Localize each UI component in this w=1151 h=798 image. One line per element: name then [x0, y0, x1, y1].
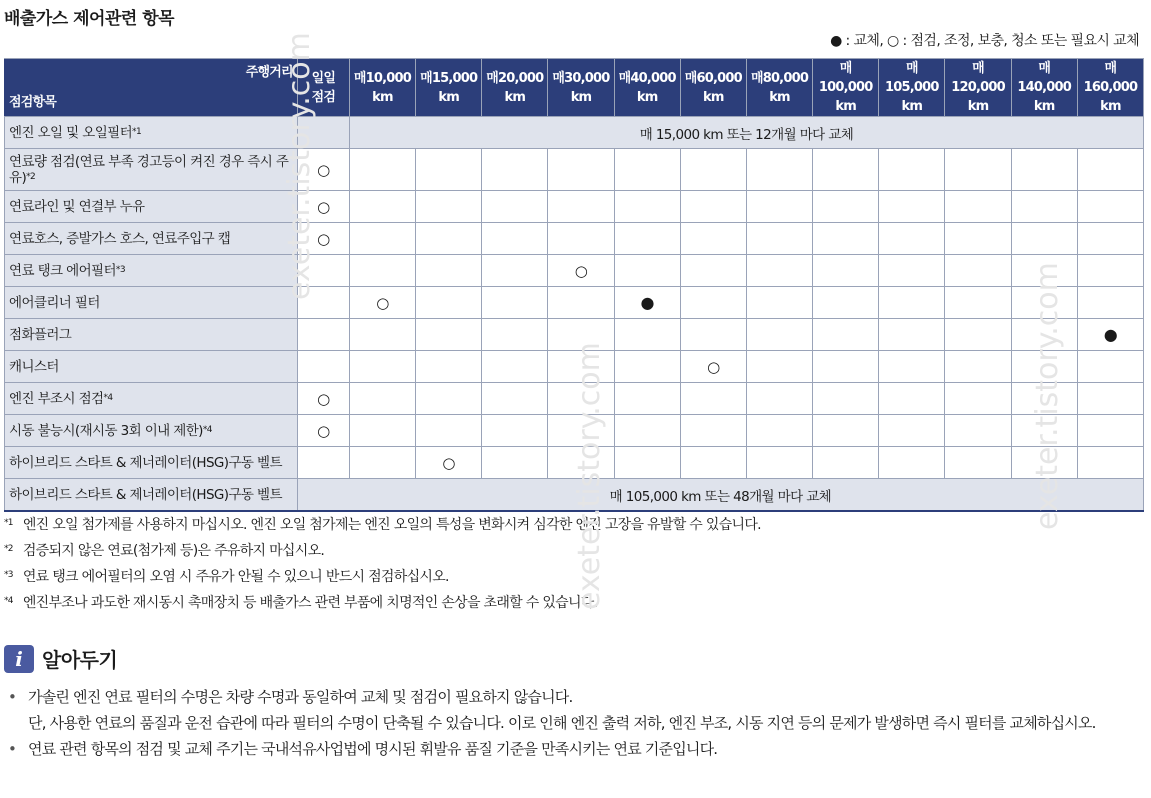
item-name: 하이브리드 스타트 & 제너레이터(HSG)구동 벨트	[5, 479, 298, 512]
interval-cell	[945, 383, 1011, 415]
info-icon: i	[4, 645, 34, 673]
item-name: 연료 탱크 에어필터$^{*3}$	[5, 255, 298, 287]
interval-cell	[416, 223, 482, 255]
item-name: 캐니스터	[5, 351, 298, 383]
interval-cell	[680, 255, 746, 287]
interval-cell	[813, 319, 879, 351]
interval-cell	[482, 447, 548, 479]
interval-cell	[349, 319, 415, 351]
interval-cell: ○	[416, 447, 482, 479]
footnote: $^{*1}$ 엔진 오일 첨가제를 사용하지 마십시오. 엔진 오일 첨가제는 엔진 오일의 특성을 변화시켜 심각한 엔진 고장을 유발할 수 있습니다.	[4, 517, 761, 533]
interval-cell: ○	[680, 351, 746, 383]
interval-cell	[945, 351, 1011, 383]
interval-cell	[416, 287, 482, 319]
interval-cell	[1077, 223, 1143, 255]
interval-cell	[746, 149, 812, 191]
header-interval: 매140,000 km	[1011, 59, 1077, 117]
interval-cell	[1011, 319, 1077, 351]
page-title: 배출가스 제어관련 항목	[4, 9, 175, 29]
table-row	[5, 351, 1144, 383]
header-corner	[5, 59, 298, 117]
interval-cell	[482, 149, 548, 191]
interval-cell	[349, 383, 415, 415]
interval-cell	[482, 287, 548, 319]
interval-cell	[879, 447, 945, 479]
interval-cell	[746, 319, 812, 351]
interval-cell	[680, 149, 746, 191]
interval-cell	[945, 319, 1011, 351]
header-interval: 매80,000 km	[746, 59, 812, 117]
interval-cell	[813, 415, 879, 447]
interval-cell	[746, 223, 812, 255]
interval-cell	[482, 255, 548, 287]
info-title: 알아두기	[42, 648, 118, 672]
interval-cell	[614, 191, 680, 223]
interval-cell	[614, 223, 680, 255]
interval-cell	[349, 415, 415, 447]
interval-cell	[349, 447, 415, 479]
header-interval: 매60,000 km	[680, 59, 746, 117]
item-name: 엔진 오일 및 오일필터$^{*1}$	[5, 117, 298, 149]
daily-cell	[297, 319, 349, 351]
interval-cell	[1077, 351, 1143, 383]
interval-cell	[349, 149, 415, 191]
interval-cell	[548, 149, 614, 191]
header-interval: 매100,000 km	[813, 59, 879, 117]
interval-cell	[1077, 149, 1143, 191]
interval-cell	[813, 383, 879, 415]
info-bullet: • 연료 관련 항목의 점검 및 교체 주기는 국내석유사업법에 명시된 휘발유 품질 기준을 만족시키는 연료 기준입니다.	[4, 736, 1144, 762]
interval-cell	[416, 149, 482, 191]
interval-cell	[548, 447, 614, 479]
daily-cell	[297, 287, 349, 319]
table-row	[5, 415, 1144, 447]
interval-cell	[1011, 415, 1077, 447]
interval-cell	[680, 223, 746, 255]
interval-cell	[746, 351, 812, 383]
interval-cell	[1077, 255, 1143, 287]
interval-cell: ●	[614, 287, 680, 319]
info-bullet-continuation: 단, 사용한 연료의 품질과 운전 습관에 따라 필터의 수명이 단축될 수 있습니다. 이로 인해 엔진 출력 저하, 엔진 부조, 시동 지연 등의 문제가 발생하면 즉시 필터를 교체하십시오.	[28, 714, 1096, 732]
interval-cell	[813, 351, 879, 383]
interval-cell	[746, 255, 812, 287]
watermark: exeter.tistory.com	[572, 342, 607, 610]
item-name: 점화플러그	[5, 319, 298, 351]
daily-cell: ○	[297, 149, 349, 191]
interval-cell	[1011, 287, 1077, 319]
header-mileage-label: 주행거리	[245, 65, 293, 80]
interval-cell	[879, 383, 945, 415]
interval-cell	[1011, 383, 1077, 415]
daily-cell: ○	[297, 415, 349, 447]
interval-cell	[746, 447, 812, 479]
interval-cell	[1011, 351, 1077, 383]
interval-cell	[548, 191, 614, 223]
interval-cell	[416, 351, 482, 383]
interval-cell	[482, 191, 548, 223]
footnote: $^{*4}$ 엔진부조나 과도한 재시동시 촉매장치 등 배출가스 관련 부품에 치명적인 손상을 초래할 수 있습니다.	[4, 595, 598, 611]
interval-cell	[548, 351, 614, 383]
interval-cell: ○	[548, 255, 614, 287]
interval-cell	[482, 319, 548, 351]
table-row	[5, 223, 1144, 255]
interval-cell	[680, 191, 746, 223]
interval-cell	[482, 415, 548, 447]
interval-cell	[945, 415, 1011, 447]
header-interval: 매105,000 km	[879, 59, 945, 117]
daily-cell	[297, 351, 349, 383]
interval-cell	[614, 351, 680, 383]
table-row	[5, 383, 1144, 415]
interval-cell	[813, 255, 879, 287]
interval-cell	[1011, 447, 1077, 479]
interval-cell	[680, 287, 746, 319]
info-bullet: • 가솔린 엔진 연료 필터의 수명은 차량 수명과 동일하여 교체 및 점검이 필요하지 않습니다.	[4, 684, 1144, 710]
interval-cell	[416, 415, 482, 447]
interval-cell	[746, 191, 812, 223]
header-interval: 매120,000 km	[945, 59, 1011, 117]
interval-cell	[482, 223, 548, 255]
interval-cell	[482, 351, 548, 383]
item-name: 엔진 부조시 점검$^{*4}$	[5, 383, 298, 415]
interval-cell	[879, 223, 945, 255]
interval-cell	[482, 383, 548, 415]
interval-cell	[945, 447, 1011, 479]
table-row	[5, 447, 1144, 479]
daily-cell: ○	[297, 191, 349, 223]
interval-cell	[746, 383, 812, 415]
daily-cell	[297, 255, 349, 287]
interval-cell	[1011, 255, 1077, 287]
interval-cell	[349, 191, 415, 223]
interval-cell	[680, 319, 746, 351]
table-row	[5, 479, 1144, 512]
header-daily-check: 일일 점검	[297, 59, 349, 117]
table-row	[5, 287, 1144, 319]
interval-cell	[1077, 415, 1143, 447]
daily-cell: ○	[297, 383, 349, 415]
interval-cell	[614, 149, 680, 191]
interval-cell	[746, 415, 812, 447]
header-interval: 매160,000 km	[1077, 59, 1143, 117]
header-row	[5, 59, 1144, 117]
info-header	[4, 644, 117, 673]
footnotes	[4, 512, 761, 616]
interval-cell	[879, 351, 945, 383]
item-name: 연료량 점검(연료 부족 경고등이 켜진 경우 즉시 주유)$^{*2}$	[5, 149, 298, 191]
interval-cell	[614, 383, 680, 415]
interval-cell	[349, 223, 415, 255]
interval-cell	[548, 223, 614, 255]
interval-cell	[680, 447, 746, 479]
interval-cell	[813, 287, 879, 319]
interval-cell	[614, 415, 680, 447]
legend: ● : 교체, ○ : 점검, 조정, 보충, 청소 또는 필요시 교체	[830, 33, 1139, 49]
interval-cell	[614, 255, 680, 287]
interval-cell	[879, 191, 945, 223]
table-row	[5, 319, 1144, 351]
interval-cell	[1077, 191, 1143, 223]
interval-cell	[879, 415, 945, 447]
header-item-label: 점검항목	[9, 95, 57, 110]
interval-cell	[548, 319, 614, 351]
interval-cell	[879, 319, 945, 351]
item-name: 연료호스, 증발가스 호스, 연료주입구 캡	[5, 223, 298, 255]
footnote: $^{*3}$ 연료 탱크 에어필터의 오염 시 주유가 안될 수 있으니 반드시 점검하십시오.	[4, 569, 449, 585]
header-interval: 매20,000 km	[482, 59, 548, 117]
header-interval: 매40,000 km	[614, 59, 680, 117]
interval-cell	[416, 191, 482, 223]
interval-note: 매 15,000 km 또는 12개월 마다 교체	[349, 117, 1143, 149]
interval-cell	[1011, 223, 1077, 255]
interval-cell	[879, 287, 945, 319]
maintenance-schedule-table	[4, 58, 1144, 512]
interval-cell: ●	[1077, 319, 1143, 351]
watermark: exeter.tistory.com	[282, 32, 317, 300]
interval-note: 매 105,000 km 또는 48개월 마다 교체	[297, 479, 1143, 512]
item-name: 에어클리너 필터	[5, 287, 298, 319]
interval-cell	[680, 383, 746, 415]
schedule-body	[5, 117, 1144, 512]
header-interval: 매30,000 km	[548, 59, 614, 117]
interval-cell	[879, 255, 945, 287]
interval-cell	[879, 149, 945, 191]
daily-cell	[297, 117, 349, 149]
interval-cell	[614, 447, 680, 479]
header-interval: 매10,000 km	[349, 59, 415, 117]
watermark: exeter.tistory.com	[1030, 262, 1065, 530]
header-interval: 매15,000 km	[416, 59, 482, 117]
interval-cell	[680, 415, 746, 447]
interval-cell	[1077, 287, 1143, 319]
interval-cell	[349, 255, 415, 287]
interval-cell	[548, 415, 614, 447]
interval-cell	[349, 351, 415, 383]
item-name: 하이브리드 스타트 & 제너레이터(HSG)구동 벨트	[5, 447, 298, 479]
interval-cell	[1077, 447, 1143, 479]
interval-cell	[945, 149, 1011, 191]
interval-cell	[945, 255, 1011, 287]
daily-cell	[297, 447, 349, 479]
interval-cell	[416, 319, 482, 351]
interval-cell	[813, 149, 879, 191]
item-name: 시동 불능시(재시동 3회 이내 제한)$^{*4}$	[5, 415, 298, 447]
interval-cell	[813, 223, 879, 255]
interval-cell	[945, 223, 1011, 255]
interval-cell	[945, 287, 1011, 319]
item-name: 연료라인 및 연결부 누유	[5, 191, 298, 223]
table-row	[5, 255, 1144, 287]
interval-cell	[416, 383, 482, 415]
interval-cell	[746, 287, 812, 319]
interval-cell	[945, 191, 1011, 223]
footnote: $^{*2}$ 검증되지 않은 연료(첨가제 등)은 주유하지 마십시오.	[4, 543, 325, 559]
interval-cell	[1011, 149, 1077, 191]
interval-cell	[1077, 383, 1143, 415]
interval-cell	[416, 255, 482, 287]
interval-cell: ○	[349, 287, 415, 319]
interval-cell	[813, 191, 879, 223]
table-row	[5, 149, 1144, 191]
interval-cell	[548, 383, 614, 415]
info-body	[4, 684, 1144, 762]
interval-cell	[813, 447, 879, 479]
table-row	[5, 191, 1144, 223]
interval-cell	[614, 319, 680, 351]
table-row	[5, 117, 1144, 149]
interval-cell	[1011, 191, 1077, 223]
daily-cell: ○	[297, 223, 349, 255]
interval-cell	[548, 287, 614, 319]
